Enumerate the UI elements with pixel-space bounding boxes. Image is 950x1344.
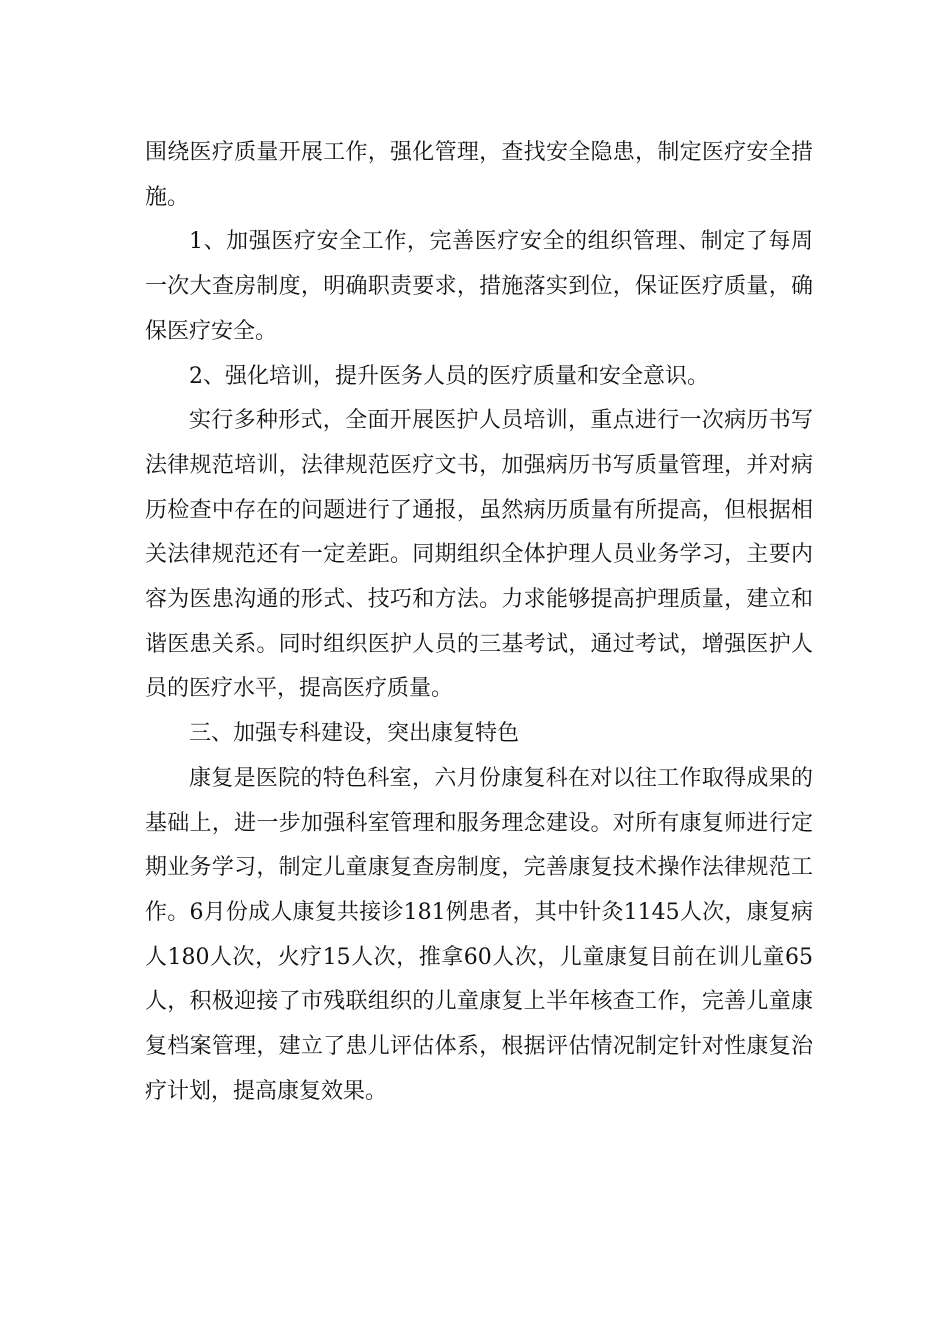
paragraph-continuation: 围绕医疗质量开展工作，强化管理，查找安全隐患，制定医疗安全措施。	[145, 140, 813, 210]
paragraph-training-heading: 2、强化培训，提升医务人员的医疗质量和安全意识。	[189, 363, 709, 389]
section-heading-rehab: 三、加强专科建设，突出康复特色	[189, 721, 520, 747]
paragraph-safety-work: 1、加强医疗安全工作，完善医疗安全的组织管理、制定了每周一次大查房制度，明确职责要求，措施落实到位，保证医疗质量，确保医疗安全。	[145, 229, 813, 344]
paragraph-rehab-detail: 康复是医院的特色科室，六月份康复科在对以往工作取得成果的基础上，进一步加强科室管理和服务理念建设。对所有康复师进行定期业务学习，制定儿童康复查房制度，完善康复技术操作法律规范工作。6月份成人康复共接诊181例患者，其中针灸1145人次，康复病人180人次，火疗15人次，推拿60人次，儿童康复目前在训儿童65人，积极迎接了市残联组织的儿童康复上半年核查工作，完善儿童康复档案管理，建立了患儿评估体系，根据评估情况制定针对性康复治疗计划，提高康复效果。	[145, 765, 813, 1104]
document-body	[145, 131, 813, 1114]
paragraph-training-detail: 实行多种形式，全面开展医护人员培训，重点进行一次病历书写法律规范培训，法律规范医疗文书，加强病历书写质量管理，并对病历检查中存在的问题进行了通报，虽然病历质量有所提高，但根据相关法律规范还有一定差距。同期组织全体护理人员业务学习，主要内容为医患沟通的形式、技巧和方法。力求能够提高护理质量，建立和谐医患关系。同时组织医护人员的三基考试，通过考试，增强医护人员的医疗水平，提高医疗质量。	[145, 408, 813, 702]
